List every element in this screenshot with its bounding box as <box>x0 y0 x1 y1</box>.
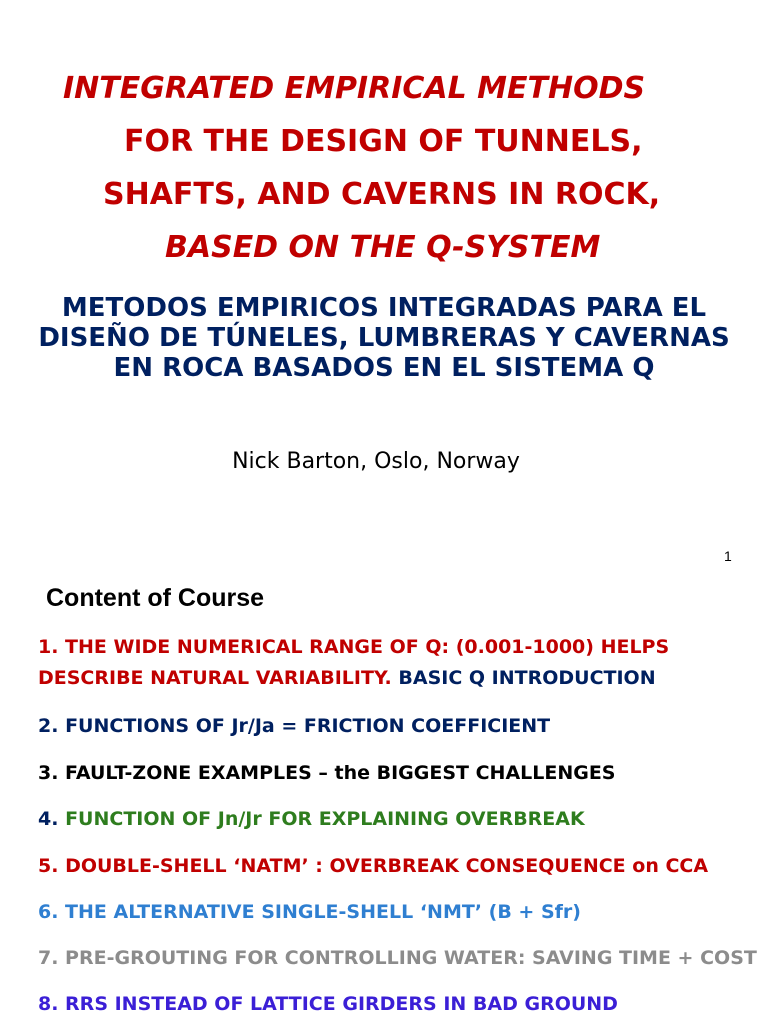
course-item-1-text-red: DESCRIBE NATURAL VARIABILITY. <box>38 667 399 689</box>
spanish-title <box>0 293 768 383</box>
course-item-6-text: 6. THE ALTERNATIVE SINGLE-SHELL ‘NMT’ (B + Sfr) <box>38 901 581 923</box>
course-item-1-line-1: 1. THE WIDE NUMERICAL RANGE OF Q: (0.001-1000) HELPS <box>38 636 670 658</box>
content-heading: Content of Course <box>46 584 265 612</box>
course-item-2-text: FUNCTIONS OF Jr/Ja = FRICTION COEFFICIENT <box>65 715 551 737</box>
course-item-1 <box>38 632 669 694</box>
course-item-3-text: 3. FAULT-ZONE EXAMPLES – the BIGGEST CHALLENGES <box>38 762 616 784</box>
english-title-line-1: INTEGRATED EMPIRICAL METHODS <box>63 71 646 106</box>
page-number: 1 <box>724 548 732 564</box>
english-title-line-4: BASED ON THE Q-SYSTEM <box>165 230 601 265</box>
course-item-5-text: DOUBLE-SHELL ‘NATM’ : OVERBREAK CONSEQUENCE on CCA <box>65 855 709 877</box>
author-line <box>0 447 768 477</box>
course-item-4 <box>38 804 585 835</box>
course-item-2-number: 2. <box>38 715 66 737</box>
content-slide <box>0 580 768 1024</box>
course-item-5-number: 5. <box>38 855 66 877</box>
course-item-7-text: 7. PRE-GROUTING FOR CONTROLLING WATER: SAVING TIME + COST <box>38 947 757 969</box>
course-item-4-text: FUNCTION OF Jn/Jr FOR EXPLAINING OVERBREAK <box>65 808 585 830</box>
course-item-2 <box>38 711 550 742</box>
author-name: Nick Barton, Oslo, Norway <box>232 449 520 474</box>
course-item-3 <box>38 758 616 789</box>
course-item-7 <box>38 943 757 974</box>
spanish-title-line-1: METODOS EMPIRICOS INTEGRADAS PARA EL <box>61 293 707 323</box>
english-title-line-2: FOR THE DESIGN OF TUNNELS, <box>124 124 643 159</box>
course-item-8 <box>38 989 618 1020</box>
course-item-1-line-2 <box>38 663 669 694</box>
course-item-1-text-navy: BASIC Q INTRODUCTION <box>398 667 656 689</box>
english-title-line-3: SHAFTS, AND CAVERNS IN ROCK, <box>103 177 661 212</box>
spanish-title-line-3: EN ROCA BASADOS EN EL SISTEMA Q <box>113 353 655 383</box>
course-item-8-text: 8. RRS INSTEAD OF LATTICE GIRDERS IN BAD GROUND <box>38 993 618 1015</box>
spanish-title-line-2: DISEÑO DE TÚNELES, LUMBRERAS Y CAVERNAS <box>38 323 730 353</box>
course-item-6 <box>38 897 581 928</box>
course-item-5 <box>38 851 708 882</box>
course-item-4-number: 4. <box>38 808 66 830</box>
